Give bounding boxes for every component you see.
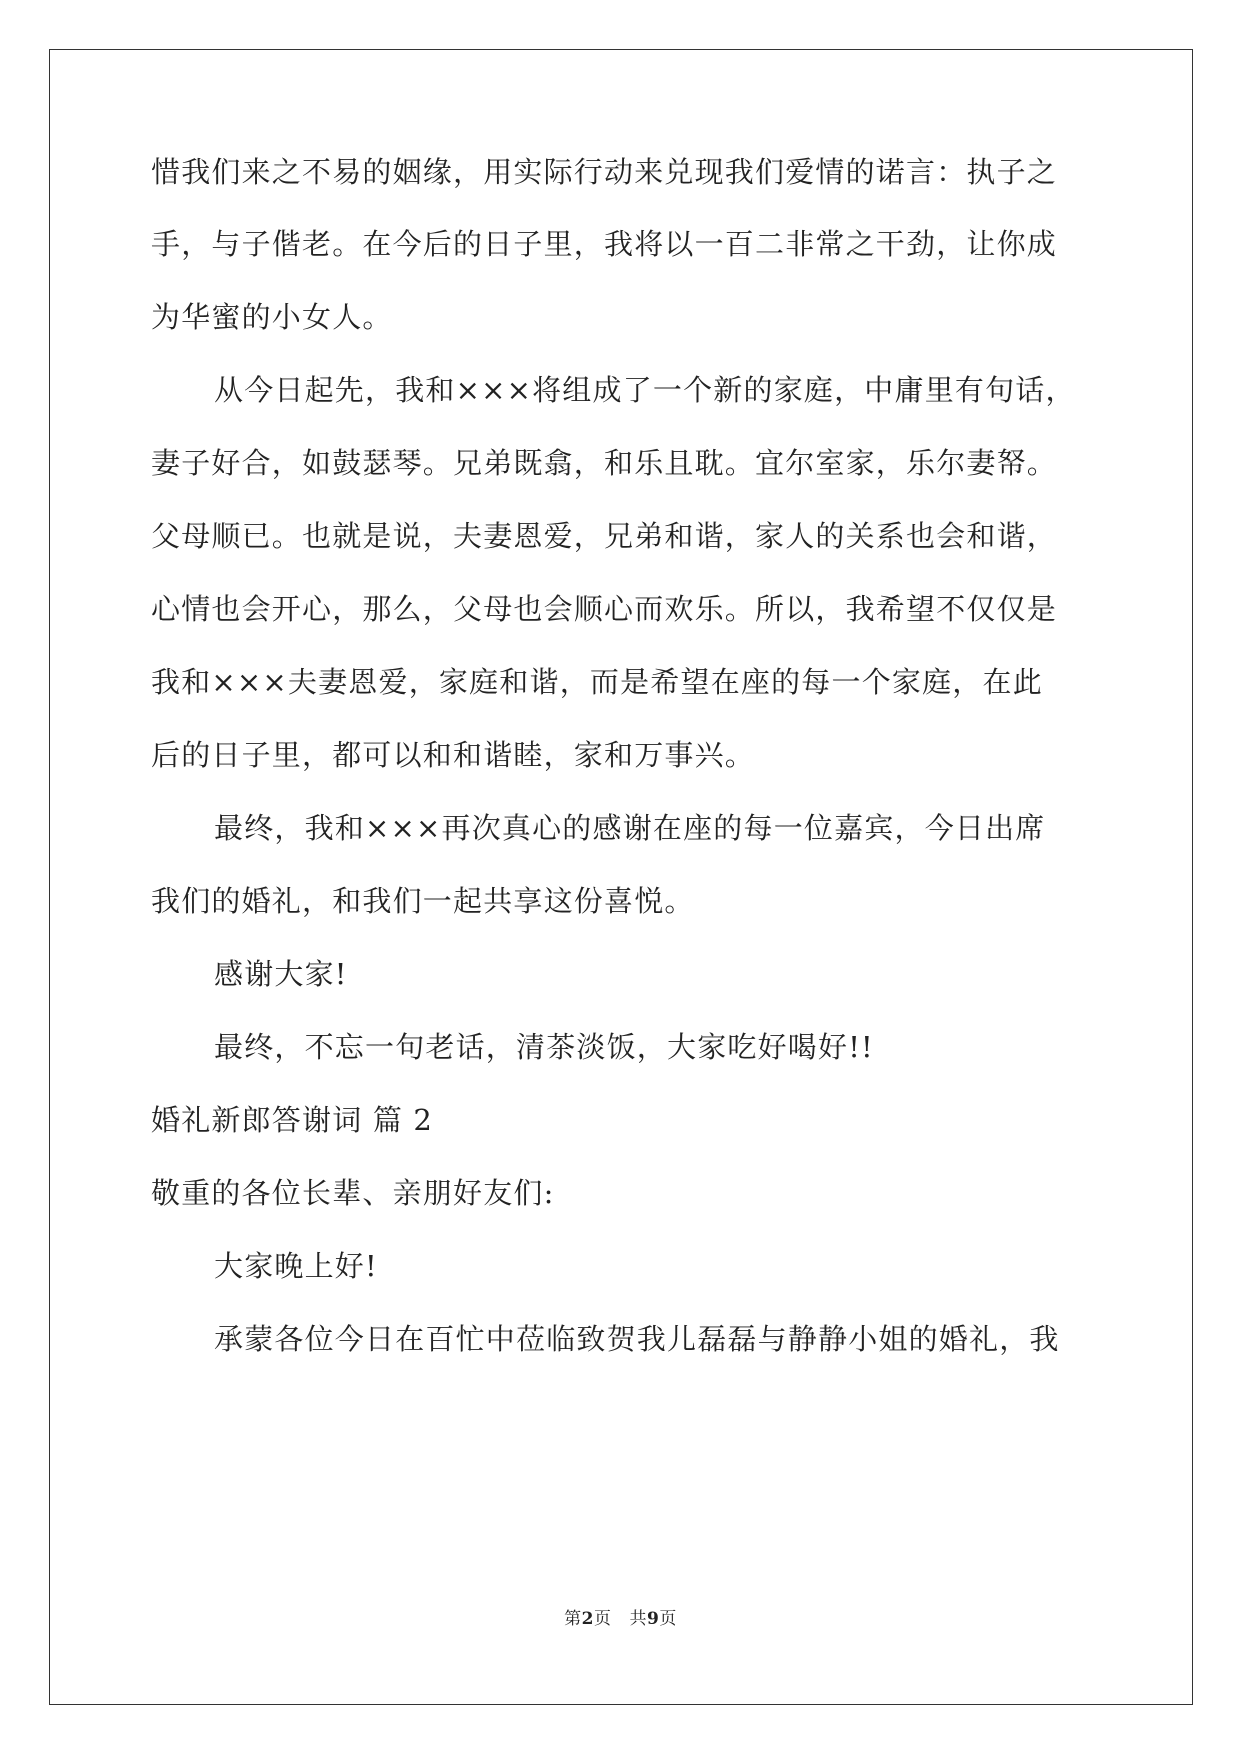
text-line: 我们的婚礼，和我们一起共享这份喜悦。	[151, 884, 695, 918]
text-line: 妻子好合，如鼓瑟琴。兄弟既翕，和乐且耽。宜尔室家，乐尔妻帑。	[151, 446, 1058, 480]
total-unit: 页	[659, 1609, 677, 1629]
text-line: 手，与子偕老。在今后的日子里，我将以一百二非常之干劲，让你成	[151, 227, 1058, 261]
page-footer	[0, 1604, 1241, 1629]
paragraph-first-line: 从今日起先，我和×××将组成了一个新的家庭，中庸里有句话，	[214, 373, 1076, 407]
paragraph-first-line: 承蒙各位今日在百忙中莅临致贺我儿磊磊与静静小姐的婚礼，我	[214, 1322, 1060, 1356]
text-line: 父母顺已。也就是说，夫妻恩爱，兄弟和谐，家人的关系也会和谐，	[151, 519, 1058, 553]
page-prefix: 第	[564, 1609, 582, 1629]
text-line: 我和×××夫妻恩爱，家庭和谐，而是希望在座的每一个家庭，在此	[151, 665, 1043, 699]
salutation-line: 敬重的各位长辈、亲朋好友们:	[151, 1176, 555, 1210]
page-unit: 页	[594, 1609, 612, 1629]
text-line: 为华蜜的小女人。	[151, 300, 393, 334]
total-pages: 9	[647, 1609, 660, 1629]
total-prefix: 共	[629, 1609, 647, 1629]
paragraph-first-line: 大家晚上好!	[214, 1249, 378, 1283]
page-border	[49, 49, 1193, 1705]
paragraph-first-line: 感谢大家!	[214, 957, 348, 991]
text-line: 惜我们来之不易的姻缘，用实际行动来兑现我们爱情的诺言：执子之	[151, 155, 1058, 189]
paragraph-first-line: 最终，我和×××再次真心的感谢在座的每一位嘉宾，今日出席	[214, 811, 1046, 845]
text-line: 后的日子里，都可以和和谐睦，家和万事兴。	[151, 738, 756, 772]
paragraph-first-line: 最终，不忘一句老话，清茶淡饭，大家吃好喝好!!	[214, 1030, 874, 1064]
section-heading: 婚礼新郎答谢词 篇 2	[151, 1103, 434, 1137]
text-line: 心情也会开心，那么，父母也会顺心而欢乐。所以，我希望不仅仅是	[151, 592, 1058, 626]
page-number: 2	[581, 1609, 594, 1629]
